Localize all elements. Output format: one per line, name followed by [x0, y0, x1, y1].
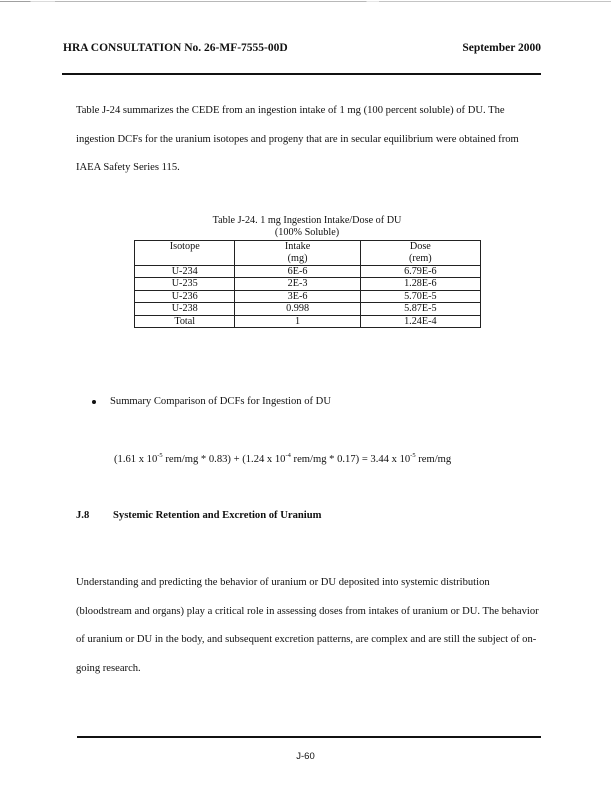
section-title: Systemic Retention and Excretion of Uranium — [113, 510, 322, 521]
cell-intake: 2E-3 — [235, 278, 360, 291]
document-id: HRA CONSULTATION No. 26-MF-7555-00D — [63, 42, 288, 54]
header-intake: Intake (mg) — [235, 241, 360, 266]
scan-edge-artifact — [0, 1, 611, 2]
page-header — [63, 42, 541, 54]
cell-isotope: Total — [135, 315, 235, 328]
cell-dose: 5.87E-5 — [360, 303, 480, 316]
section-number: J.8 — [76, 510, 90, 521]
cell-intake: 0.998 — [235, 303, 360, 316]
table-row — [135, 265, 481, 278]
intro-paragraph: Table J-24 summarizes the CEDE from an ingestion intake of 1 mg (100 percent soluble) of DU. The ingestion DCFs for the uranium isotopes and progeny that are in secular equilibrium were obtained from IAEA Safety Series 115. — [76, 105, 519, 173]
cell-isotope: U-238 — [135, 303, 235, 316]
table-row — [135, 290, 481, 303]
cell-dose: 1.28E-6 — [360, 278, 480, 291]
header-rule — [62, 73, 541, 75]
header-isotope: Isotope — [135, 241, 235, 266]
table-total-row — [135, 315, 481, 328]
dcf-equation: (1.61 x $10^{-5}$ rem/mg * 0.83) + (1.24 x $10^{-4}$ rem/mg * 0.17) = 3.44 x $10^{-5}$ rem/mg — [114, 452, 452, 465]
cell-isotope: U-235 — [135, 278, 235, 291]
table-row — [135, 278, 481, 291]
bullet-text: Summary Comparison of DCFs for Ingestion of DU — [110, 396, 331, 407]
table-caption-subtitle: (100% Soluble) — [274, 226, 340, 238]
cell-isotope: U-236 — [135, 290, 235, 303]
section-heading — [76, 510, 321, 521]
footer-rule — [77, 736, 541, 738]
cell-intake: 3E-6 — [235, 290, 360, 303]
table-caption — [134, 215, 480, 238]
document-date: September 2000 — [462, 42, 541, 54]
bullet-icon — [92, 400, 96, 404]
page-number: J-60 — [296, 751, 315, 762]
cell-intake: 1 — [235, 315, 360, 328]
cell-isotope: U-234 — [135, 265, 235, 278]
cell-dose: 5.70E-5 — [360, 290, 480, 303]
table-row — [135, 303, 481, 316]
table-caption-title: Table J-24. 1 mg Ingestion Intake/Dose of DU — [212, 215, 402, 226]
cell-dose: 1.24E-4 — [360, 315, 480, 328]
intake-dose-table — [134, 240, 481, 328]
bullet-item — [92, 396, 331, 407]
cell-intake: 6E-6 — [235, 265, 360, 278]
cell-dose: 6.79E-6 — [360, 265, 480, 278]
table-header-row — [135, 241, 481, 266]
section-paragraph: Understanding and predicting the behavior of uranium or DU deposited into systemic distribution (bloodstream and organs) play a critical role in assessing doses from intakes of uranium or DU. The behavior of uranium or DU in the body, and subsequent excretion patterns, are complex and are still the subject of on-going research. — [76, 577, 539, 674]
header-dose: Dose (rem) — [360, 241, 480, 266]
